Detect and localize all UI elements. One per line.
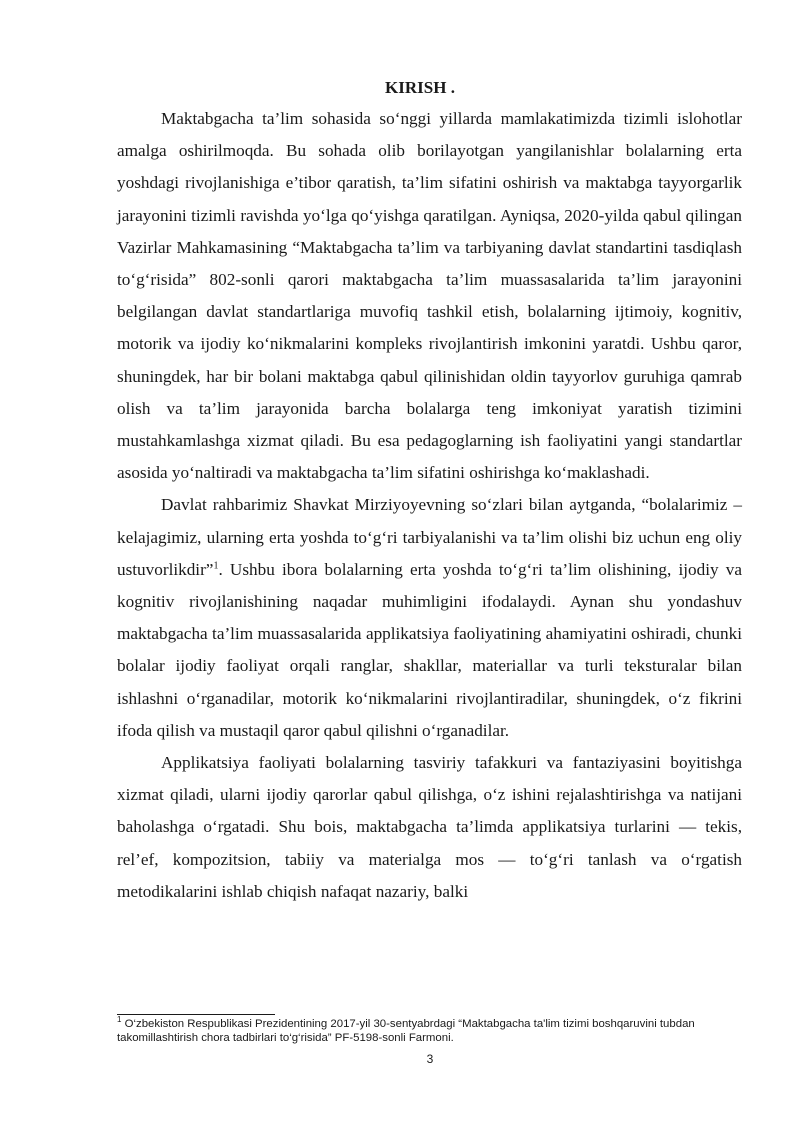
page-title-text: KIRISH <box>385 78 447 97</box>
footnote-text: O‘zbekiston Respublikasi Prezidentining 2017-yil 30-sentyabrdagi “Maktabgacha ta'lim tizimi boshqaruvini tubdan takomillashtirish chora tadbirlari to‘g‘risida” PF-5198-sonli Farmoni. <box>117 1018 695 1044</box>
footnote-marker: 1 <box>117 1015 122 1025</box>
paragraph-2-text-end: . Ushbu ibora bolalarning erta yoshda to‘g‘ri ta’lim olishining, ijodiy va kognitiv rivojlanishining naqadar muhimligini ifodalaydi. Aynan shu yondashuv maktabgacha ta’lim muassasalarida applikatsiya faoliyatining ahamiyatini oshiradi, chunki bolalar ijodiy faoliyat orqali ranglar, shakllar, materiallar va turli teksturalar bilan ishlashni o‘rganadilar, motorik ko‘nikmalarini rivojlantiradilar, shuningdek, o‘z fikrini ifoda qilish va mustaqil qaror qabul qilishni o‘rganadilar. <box>117 559 742 740</box>
paragraph-3: Applikatsiya faoliyati bolalarning tasviriy tafakkuri va fantaziyasini boyitishga xizmat qiladi, ularni ijodiy qarorlar qabul qilishga, o‘z ishini rejalashtirishga va natijani baholashga o‘rgatadi. Shu bois, maktabgacha ta’limda applikatsiya turlarini — tekis, rel’ef, kompozitsion, tabiiy va materialga mos — to‘g‘ri tanlash va o‘rgatish metodikalarini ishlab chiqish nafaqat nazariy, balki <box>117 753 742 901</box>
footnote <box>117 1017 742 1045</box>
footnote-separator <box>117 1014 275 1015</box>
body-text <box>117 103 742 908</box>
paragraph-2-text-start: Davlat rahbarimiz Shavkat Mirziyoyevning so‘zlari bilan aytganda, “bolalarimiz – kelajagimiz, ularning erta yoshda to‘g‘ri tarbiyalanishi va ta’lim olishi biz uchun eng oliy ustuvorlikdir” <box>117 495 742 579</box>
page-title-suffix: . <box>446 78 455 97</box>
page-number: 3 <box>426 1052 434 1066</box>
footnote-reference[interactable]: 1 <box>213 560 219 572</box>
paragraph-1: Maktabgacha ta’lim sohasida so‘nggi yillarda mamlakatimizda tizimli islohotlar amalga oshirilmoqda. Bu sohada olib borilayotgan yangilanishlar bolalarning erta yoshdagi rivojlanishiga e’tibor qaratish, ta’lim sifatini oshirish va maktabga tayyorgarlik jarayonini tizimli ravishda yo‘lga qo‘yishga qaratilgan. Ayniqsa, 2020-yilda qabul qilingan Vazirlar Mahkamasining “Maktabgacha ta’lim va tarbiyaning davlat standartini tasdiqlash to‘g‘risida” 802-sonli qarori maktabgacha ta’lim muassasalarida ta’lim jarayonini belgilangan davlat standartlariga muvofiq tashkil etish, bolalarning ijtimoiy, kognitiv, motorik va ijodiy ko‘nikmalarini kompleks rivojlantirish imkonini yaratdi. Ushbu qaror, shuningdek, har bir bolani maktabga qabul qilinishidan oldin tayyorlov guruhiga qamrab olish va ta’lim jarayonida barcha bolalarga teng imkoniyat yaratish tizimini mustahkamlashga xizmat qiladi. Bu esa pedagoglarning ish faoliyatini yangi standartlar asosida yo‘naltiradi va maktabgacha ta’lim sifatini oshirishga ko‘maklashadi. <box>117 109 742 483</box>
paragraph-2 <box>117 489 742 747</box>
page-title <box>0 78 800 98</box>
